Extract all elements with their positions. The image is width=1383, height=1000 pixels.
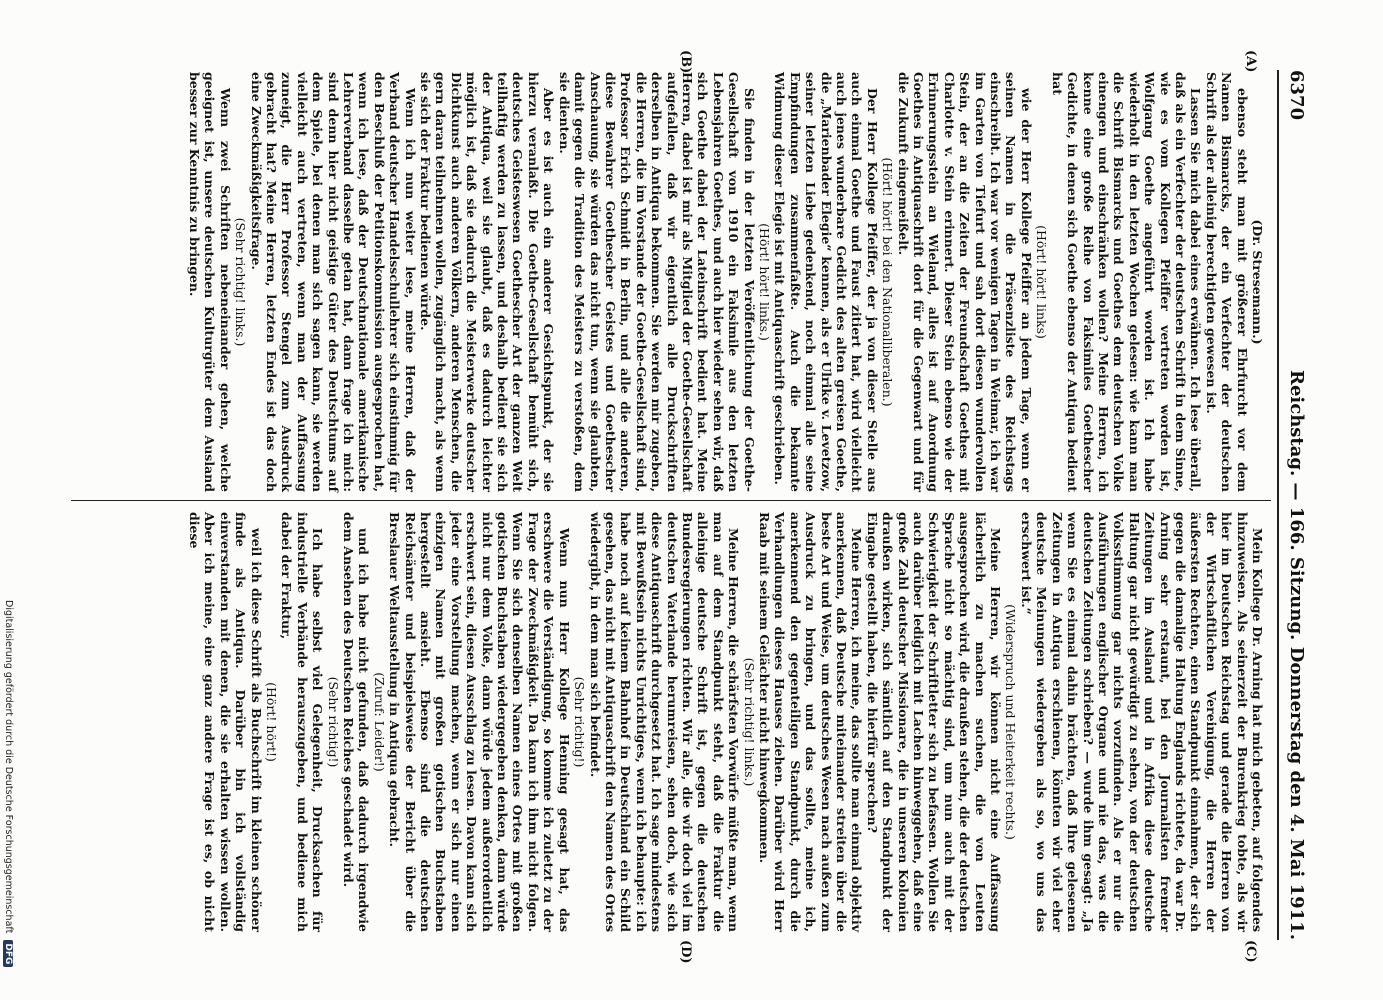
interjection: (Hört! hört! links): [1034, 225, 1050, 339]
digitization-note: [3, 600, 14, 967]
digitization-text: Digitalisierung gefördert durch die Deutsche Forschungsgemeinschaft: [3, 600, 14, 934]
paragraph: Ich habe selbst viel Gelegenheit, Drucksachen für industrielle Verbände herauszugeben, und bediene mich dabei der Fraktur,: [279, 512, 326, 932]
session-date: Donnerstag den 4. Mai 1911.: [1286, 646, 1307, 940]
right-column: [187, 512, 1265, 932]
margin-marker-d: (D): [678, 940, 693, 964]
paragraph: wie der Herr Kollege Pfeiffer an jedem Tage, wenn er seinen Namen in die Präsenzliste des Reichstags einschreibt. Ich war vor wenigen Tagen in Weimar, ich war im Garten von Tiefurt und sah dort diesen wundervollen Stein, der an die Zeiten der Freundschaft Goethes mit Charlotte v. Stein erinnert. Dieser Stein ebenso wie der Erinnerungsstein an Wieland, alles ist auf Anordnung Goethes in Antiquaschrift dort für die Gegenwart und für die Zukunft eingemeißelt.: [895, 72, 1034, 492]
margin-marker-b: (B): [678, 50, 693, 74]
paragraph: Aber es ist auch ein anderer Gesichtspunkt, der sie hierzu veranlaßt. Die Goethe-Gesellschaft bemüht sich, deutsches Geisteswesen Goethescher Art der ganzen Welt teilhaftig werden zu lassen, und deshalb bedient sie sich der Antiqua, weil sie glaubt, daß es dadurch leichter möglich ist, daß sie dadurch die Meisterwerke deutscher Dichtkunst auch anderen Völkern, anderen Menschen, die gern daran teilnehmen wollen, zugänglich macht, als wenn sie sich der Fraktur bedienen würde.: [418, 72, 557, 492]
paragraph: Wenn zwei Schriften nebeneinander gehen, welche geeignet ist, unsere deutschen Kulturgüter dem Ausland besser zur Kenntnis zu bringen.: [186, 72, 233, 492]
column-divider: [71, 500, 1271, 501]
interjection: (Hört! hört! bei den Nationalliberalen.): [880, 157, 896, 407]
interjection: (Hört! hört! links.): [757, 223, 772, 341]
left-column: [187, 72, 1265, 492]
paragraph: Wenn nun Herr Kollege Henning gesagt hat, das erschwere die Verständigung, so komme ich zuletzt zu der Frage der Zweckmäßigkeit. Da kann ich ihm nicht folgen. Wenn Sie sich denselben Namen eines Ortes mit großen gotischen Buchstaben wiedergegeben denken, dann würde nicht nur dem Volke, dann würde jedem außerordentlich erschwert sein, diesen Ausschlag zu lesen. Davon kann sich jeder eine Vorstellung machen, wenn er sich nur einen einzigen Namen mit großen gotischen Buchstaben hergestellt ansieht. Ebenso sind die deutschen Reichsämter und beispielsweise der Bericht über die Breslauer Weltausstellung in Antiqua gebracht.: [387, 512, 572, 932]
paragraph: Meine Herren, ich meine, das sollte man einmal objektiv anerkennen, daß Deutsche miteinander streiten über die beste Art und Weise, um deutsches Wesen nach außen zum Ausdruck zu bringen, und das sollte, meine ich, anerkennend den gegenteiligen Standpunkt, durch die Verhandlungen dieses Hauses ziehen. Darüber wird Herr Raab mit seinem Gelächter nicht hinwegkommen.: [757, 512, 865, 932]
paragraph: und ich habe nicht gefunden, daß dadurch irgendwie dem Ansehen des Deutschen Reiches geschadet wird.: [341, 512, 372, 932]
interjection: (Sehr richtig!): [572, 676, 588, 768]
page-header: [1279, 70, 1313, 940]
paragraph: weil ich diese Schrift als Buchschrift im kleinen schöner finde als Antiqua. Darüber bin ich vollständig einverstanden mit denen, die sie erhalten wissen wollen. Aber ich meine, eine ganz andere Frage ist es, ob nicht diese: [186, 512, 264, 932]
page-number: 6370: [1286, 70, 1307, 121]
paragraph: Mein Kollege Dr. Arning hat mich gebeten, auf folgendes hinzuweisen. Als seinerzeit der Burenkrieg tobte, als wir hier im Deutschen Reichstag und gerade die Herren von der Wirtschaftlichen Vereinigung, die Herren der äußersten Rechten, einen Standpunkt einnahmen, der sich gegen die damalige Haltung Englands richtete, da war Dr. Arning sehr erstaunt, bei den Journalisten fremder Zeitungen im Ausland und in Afrika diese deutsche Haltung gar nicht gewürdigt zu sehen, von der deutschen Volksstimmung gar nichts vorzufinden. Als er nur die Ausführungen englischer Organe und nie das, was die deutschen Zeitungen schrieben? — wurde ihm gesagt: „Ja wenn Sie es einmal dahin brächten, daß Ihre gelesenen Zeitungen in Antiqua erschienen, könnten wir viel eher deutsche Meinungen wiedergeben als so, wo uns das erschwert ist.“: [1018, 512, 1265, 932]
dfg-logo: DFG: [3, 940, 13, 967]
interjection: (Sehr richtig! links.): [233, 217, 249, 347]
margin-marker-a: (A): [1243, 50, 1258, 73]
paragraph: Der Herr Kollege Pfeiffer, der ja von dieser Stelle aus auch einmal Goethe und Faust zitiert hat, wird vielleicht auch jenes wunderbare Gedicht des alten greisen Goethe, die „Marienbader Elegie“ kennen, als er Ulrike v. Levetzow, seiner letzten Liebe gedenkend, noch einmal alle seine Empfindungen zusammenfaßte. Auch die bekannte Widmung dieser Elegie ist mit Antiquaschrift geschrieben.: [772, 72, 880, 492]
paragraph: Sie finden in der letzten Veröffentlichung der Goethe-Gesellschaft von 1910 ein Faksimile aus den letzten Lebensjahren Goethes, und auch hier wieder sehen wir, daß sich Goethe dabei der Lateinschrift bedient hat. Meine Herren, dabei ist mir als Mitglied der Goethe-Gesellschaft aufgefallen, daß wir eigentlich alle Druckschriften derselben in Antiqua bekommen. Sie werden mir zugeben, die Herren, die im Vorstande der Goethe-Gesellschaft sind, Professor Erich Schmidt in Berlin, und alle die anderen, diese Bewahrer Goethescher Geistes und Goethescher Anschauung, sie würden das nicht tun, wenn sie glaubten, damit gegen die Tradition des Meisters zu verstoßen, dem sie dienten.: [556, 72, 757, 492]
interjection: (Sehr richtig!): [325, 676, 341, 768]
paragraph: Meine Herren, wir können nicht eine Auffassung lächerlich zu machen suchen, die von Leuten ausgesprochen wird, die draußen stehen, die der deutschen Sprache nicht so mächtig sind, um nun auch mit der Schwierigkeit der Schriftletter sich zu befassen. Wollen Sie auch darüber lediglich mit Lachen hinweggehen, daß eine große Zahl deutscher Missionare, die in unseren Kolonien draußen wirken, sich sämtlich auf den Standpunkt der Eingabe gestellt haben, die hierfür sprechen?: [864, 512, 1004, 932]
paragraph: ebenso steht man mit größerer Ehrfurcht vor dem Namen Bismarcks, der ein Verfechter der deutschen Schrift als der alleinig berechtigten gewesen ist.: [1203, 72, 1250, 492]
paragraph: Meine Herren, die schärfsten Vorwürfe müßte man, wenn man auf dem Standpunkt steht, daß die Fraktur die alleinige deutsche Schrift ist, gegen die deutschen Bundesregierungen richten. Wir alle, die wir doch viel im deutschen Vaterlande herumreisen, sehen doch, wie sich diese Antiquaschrift durchgesetzt hat. Ich sage mindestens mit Bewußtsein nichts Unrichtiges, wenn ich behaupte: ich habe noch auf keinem Bahnhof in Deutschland ein Schild gesehen, das nicht mit Antiquaschrift den Namen des Ortes wiedergibt, in dem man sich befindet.: [587, 512, 742, 932]
margin-marker-c: (C): [1243, 940, 1258, 963]
speaker-name: (Dr. Stresemann.): [1250, 219, 1265, 345]
session-title: Reichstag. — 166. Sitzung.: [1286, 370, 1307, 641]
interjection: (Sehr richtig! links.): [741, 657, 757, 787]
digitization-strip: [0, 0, 16, 1000]
interjection: (Hört! hört!): [264, 682, 279, 762]
paragraph: Lassen Sie mich dabei eines erwähnen. Ich lese überall, daß als ein Verfechter der deutschen Schrift in dem Sinne, wie es vom Kollegen Pfeiffer vertreten worden ist, Wolfgang Goethe angeführt worden ist. Ich habe wiederholt in den letzten Wochen gelesen: wie kann man die Schrift Bismarcks und Goethes dem deutschen Volke einengen und einschränken wollen? Meine Herren, ich kenne eine große Reihe von Faksimiles Goethescher Gedichte, in denen sich Goethe ebenso der Antiqua bedient hat: [1049, 72, 1204, 492]
interjection: (Widerspruch und Heiterkeit rechts.): [1003, 604, 1019, 840]
header-rule: [1277, 70, 1279, 940]
interjection: (Zuruf: Leider!): [371, 672, 387, 772]
paragraph: Wenn ich nun weiter lese, meine Herren, daß der Verband deutscher Handelsschullehrer sich einstimmig für den Beschluß der Petitionskommission ausgesprochen hat, wenn ich lese, daß der Deutschnationale amerikanische Lehrerverband dasselbe getan hat, dann frage ich mich: sind denn hier nicht geistige Güter des Deutschtums auf dem Spiele, bei denen man sich sagen kann, sie werden vielleicht auch vertreten, wenn man der Auffassung zuneigt, die Herr Professor Stengel zum Ausdruck gebracht hat? Meine Herren, letzten Endes ist das doch eine Zweckmäßigkeitsfrage.: [248, 72, 418, 492]
